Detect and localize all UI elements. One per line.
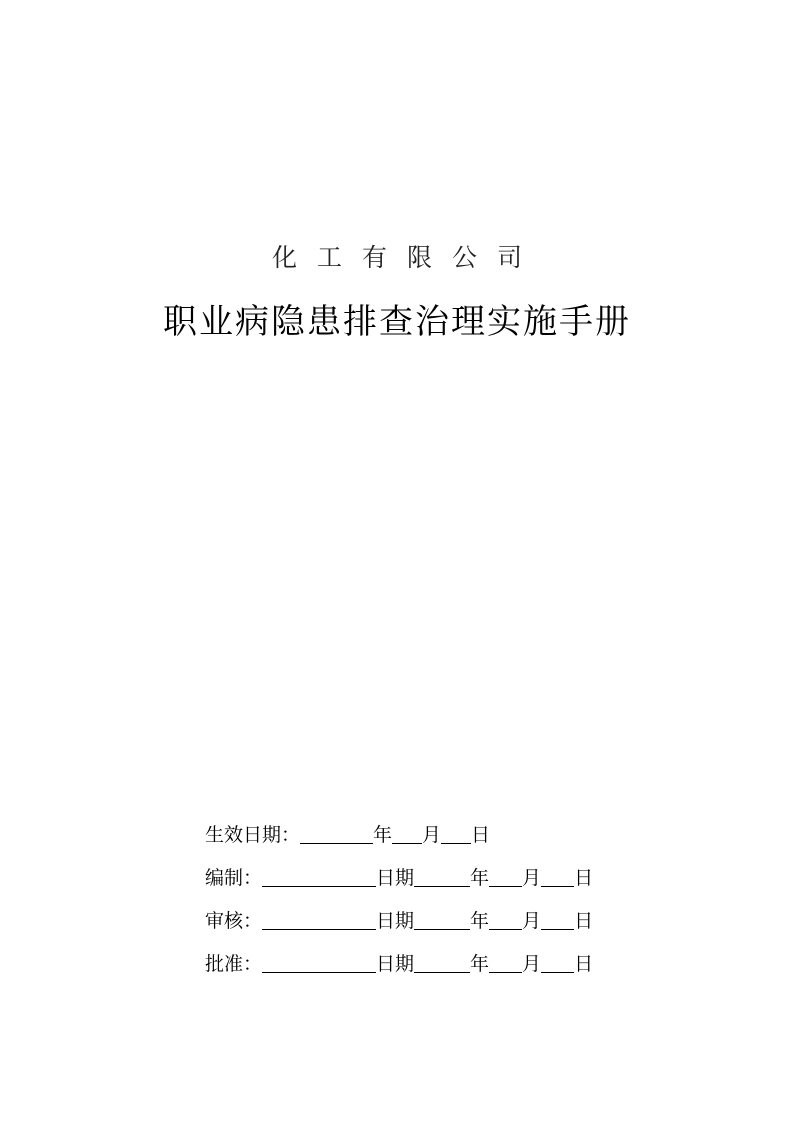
signature-row-review <box>205 898 593 941</box>
signature-row-approve <box>205 941 593 984</box>
review-month-blank[interactable] <box>489 909 522 930</box>
approve-date-label: 日期 <box>376 953 415 975</box>
review-year-blank[interactable] <box>414 909 470 930</box>
effective-day-label: 日 <box>471 824 491 846</box>
approve-label: 批准： <box>205 953 263 975</box>
effective-day-blank[interactable] <box>441 823 471 844</box>
signature-row-compile <box>205 855 593 898</box>
compile-name-blank[interactable] <box>262 866 376 887</box>
compile-day-label: 日 <box>574 867 594 889</box>
compile-month-blank[interactable] <box>489 866 522 887</box>
effective-date-row <box>205 812 593 855</box>
effective-month-label: 月 <box>422 824 442 846</box>
compile-day-blank[interactable] <box>541 866 574 887</box>
review-label: 审核： <box>205 910 263 932</box>
approve-year-blank[interactable] <box>414 952 470 973</box>
review-year-label: 年 <box>470 910 490 932</box>
document-title: 职业病隐患排查治理实施手册 <box>163 302 631 342</box>
review-date-label: 日期 <box>376 910 415 932</box>
signature-block <box>205 812 593 984</box>
approve-name-blank[interactable] <box>262 952 376 973</box>
effective-date-label: 生效日期： <box>205 824 301 846</box>
company-name: 化工有限公司 <box>271 243 542 272</box>
approve-day-label: 日 <box>574 953 594 975</box>
compile-month-label: 月 <box>522 867 542 889</box>
review-month-label: 月 <box>522 910 542 932</box>
effective-year-blank[interactable] <box>300 823 373 844</box>
approve-year-label: 年 <box>470 953 490 975</box>
review-day-label: 日 <box>574 910 594 932</box>
review-name-blank[interactable] <box>262 909 376 930</box>
review-day-blank[interactable] <box>541 909 574 930</box>
compile-date-label: 日期 <box>376 867 415 889</box>
approve-month-label: 月 <box>522 953 542 975</box>
compile-label: 编制： <box>205 867 263 889</box>
compile-year-label: 年 <box>470 867 490 889</box>
approve-day-blank[interactable] <box>541 952 574 973</box>
effective-month-blank[interactable] <box>392 823 422 844</box>
approve-month-blank[interactable] <box>489 952 522 973</box>
effective-year-label: 年 <box>373 824 393 846</box>
compile-year-blank[interactable] <box>414 866 470 887</box>
